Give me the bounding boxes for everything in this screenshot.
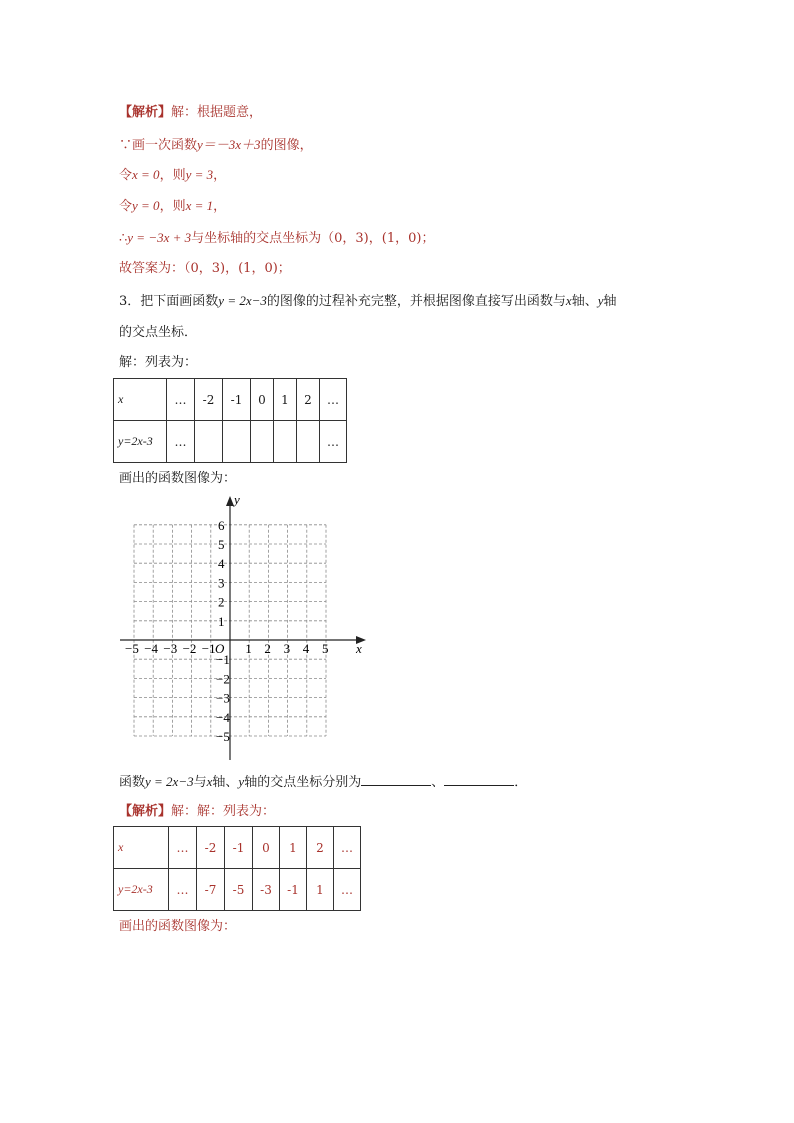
x-tick-label: −2 xyxy=(182,641,197,656)
text: 的交点坐标． xyxy=(119,325,198,340)
y-tick-label: −1 xyxy=(216,652,230,668)
y-tick-label: −5 xyxy=(216,729,230,744)
equation: y = 2x−3 xyxy=(218,293,267,308)
y-tick-label: 1 xyxy=(218,613,225,629)
y-axis-label: y xyxy=(234,492,240,507)
table-cell: 0 xyxy=(251,379,274,421)
text: 轴的交点坐标分别为 xyxy=(244,775,362,790)
x-tick-label: −1 xyxy=(201,641,216,656)
value-table-blank xyxy=(113,378,347,463)
answer-blank-1[interactable] xyxy=(361,773,431,786)
table-cell: 2 xyxy=(307,827,334,869)
text: 、 xyxy=(431,775,445,790)
table-cell: … xyxy=(320,379,347,421)
equation: y = 0 xyxy=(132,198,160,213)
text: 与坐标轴的交点坐标为（0，3)，(1，0)； xyxy=(191,231,435,246)
text: 函数 xyxy=(119,775,146,790)
y-tick-label: 6 xyxy=(218,517,225,533)
table-cell: -1 xyxy=(225,827,253,869)
x-tick-label: 2 xyxy=(264,641,271,656)
table-row xyxy=(114,421,347,463)
text: 令 xyxy=(119,168,133,183)
text: ，则 xyxy=(159,199,186,214)
analysis-2-line-1 xyxy=(119,803,275,821)
table-cell: -1 xyxy=(280,869,307,911)
table-cell xyxy=(223,421,251,463)
text: ． xyxy=(514,775,528,790)
table-cell: 1 xyxy=(307,869,334,911)
text: 轴、 xyxy=(571,294,598,309)
table-row xyxy=(114,379,347,421)
y-tick-label: 5 xyxy=(218,537,225,552)
x-tick-label: 5 xyxy=(322,641,329,656)
text: ∴ xyxy=(119,231,128,246)
table-header-cell: x xyxy=(114,827,169,869)
analysis-tag: 【解析】 xyxy=(119,105,172,120)
equation: y = −3x + 3 xyxy=(127,230,192,245)
table-header-cell: x xyxy=(114,379,167,421)
table-header-cell: y=2x-3 xyxy=(114,869,169,911)
table-row xyxy=(114,869,361,911)
graph-label xyxy=(119,470,236,488)
table-cell xyxy=(251,421,274,463)
analysis-line-1 xyxy=(119,104,262,122)
analysis-line-3 xyxy=(119,166,226,185)
table-cell: -2 xyxy=(197,827,225,869)
text: 令 xyxy=(119,199,133,214)
table-cell: 0 xyxy=(253,827,280,869)
y-tick-label: −4 xyxy=(216,709,230,725)
table-cell: 1 xyxy=(274,379,297,421)
text: ， xyxy=(213,168,227,183)
table-cell xyxy=(195,421,223,463)
x-axis-label: x xyxy=(356,641,362,656)
table-cell xyxy=(297,421,320,463)
equation: x = 0 xyxy=(132,167,160,182)
analysis-line-2 xyxy=(119,136,313,155)
table-cell xyxy=(274,421,297,463)
answer-line xyxy=(119,260,291,278)
var: x xyxy=(565,293,572,308)
table-cell: 2 xyxy=(297,379,320,421)
text: 解：列表为： xyxy=(119,355,198,370)
text: 与 xyxy=(193,775,207,790)
y-tick-label: −2 xyxy=(216,671,230,687)
value-table-filled xyxy=(113,826,361,911)
tick-labels xyxy=(125,518,329,744)
analysis-intro: 解：解：列表为： xyxy=(171,804,276,819)
table-cell: … xyxy=(169,827,197,869)
analysis-intro: 解：根据题意， xyxy=(171,105,263,120)
equation: y = 2x−3 xyxy=(145,774,194,789)
x-tick-label: −4 xyxy=(144,641,159,656)
equation: x = 1 xyxy=(185,198,214,213)
table-cell: -7 xyxy=(197,869,225,911)
axes xyxy=(120,496,366,760)
origin-label: O xyxy=(215,641,225,656)
analysis-line-4 xyxy=(119,197,226,216)
equation: y＝－3x＋3 xyxy=(197,137,261,152)
var: y xyxy=(238,774,245,789)
table-cell: … xyxy=(167,379,195,421)
analysis-tag: 【解析】 xyxy=(119,804,172,819)
text: ，则 xyxy=(159,168,186,183)
analysis-line-5 xyxy=(119,229,434,248)
var: x xyxy=(206,774,213,789)
x-tick-label: −3 xyxy=(163,641,178,656)
table-cell: 1 xyxy=(280,827,307,869)
x-tick-label: −5 xyxy=(125,641,139,656)
table-cell: -3 xyxy=(253,869,280,911)
y-tick-label: −3 xyxy=(216,690,230,706)
text: 的图像， xyxy=(260,138,313,153)
text: 轴 xyxy=(603,294,617,309)
answer-blank-2[interactable] xyxy=(444,773,514,786)
solution-label xyxy=(119,354,197,372)
y-tick-label: 4 xyxy=(218,556,225,572)
text: 的图像的过程补充完整，并根据图像直接写出函数与 xyxy=(266,294,566,309)
table-header-cell: y=2x-3 xyxy=(114,421,167,463)
var: y xyxy=(597,293,604,308)
table-cell: … xyxy=(167,421,195,463)
y-tick-label: 2 xyxy=(218,594,225,610)
table-cell: -5 xyxy=(225,869,253,911)
table-cell: -1 xyxy=(223,379,251,421)
text: 画出的函数图像为： xyxy=(119,919,237,934)
y-tick-label: 3 xyxy=(218,575,225,591)
question-3-line-2 xyxy=(119,324,197,342)
answer-text: 故答案为：（0，3)，(1，0)； xyxy=(119,261,291,276)
table-cell: … xyxy=(169,869,197,911)
text: 轴、 xyxy=(212,775,239,790)
x-tick-label: 1 xyxy=(245,641,252,656)
question-3-line-1 xyxy=(119,292,617,311)
text: ∵画一次函数 xyxy=(119,138,198,153)
text: ， xyxy=(213,199,227,214)
coordinate-grid xyxy=(110,490,380,765)
x-tick-label: 3 xyxy=(283,641,291,656)
y-axis-arrow-icon xyxy=(226,496,234,506)
table-cell: … xyxy=(334,827,361,869)
question-number: 3． xyxy=(119,294,141,309)
text: 把下面画函数 xyxy=(140,294,219,309)
text: 画出的函数图像为： xyxy=(119,471,237,486)
table-cell: … xyxy=(334,869,361,911)
table-cell: … xyxy=(320,421,347,463)
table-cell: -2 xyxy=(195,379,223,421)
fill-in-line xyxy=(119,773,527,792)
equation: y = 3 xyxy=(185,167,214,182)
x-tick-label: 4 xyxy=(302,641,310,656)
table-row xyxy=(114,827,361,869)
analysis-2-graph-label xyxy=(119,918,236,936)
